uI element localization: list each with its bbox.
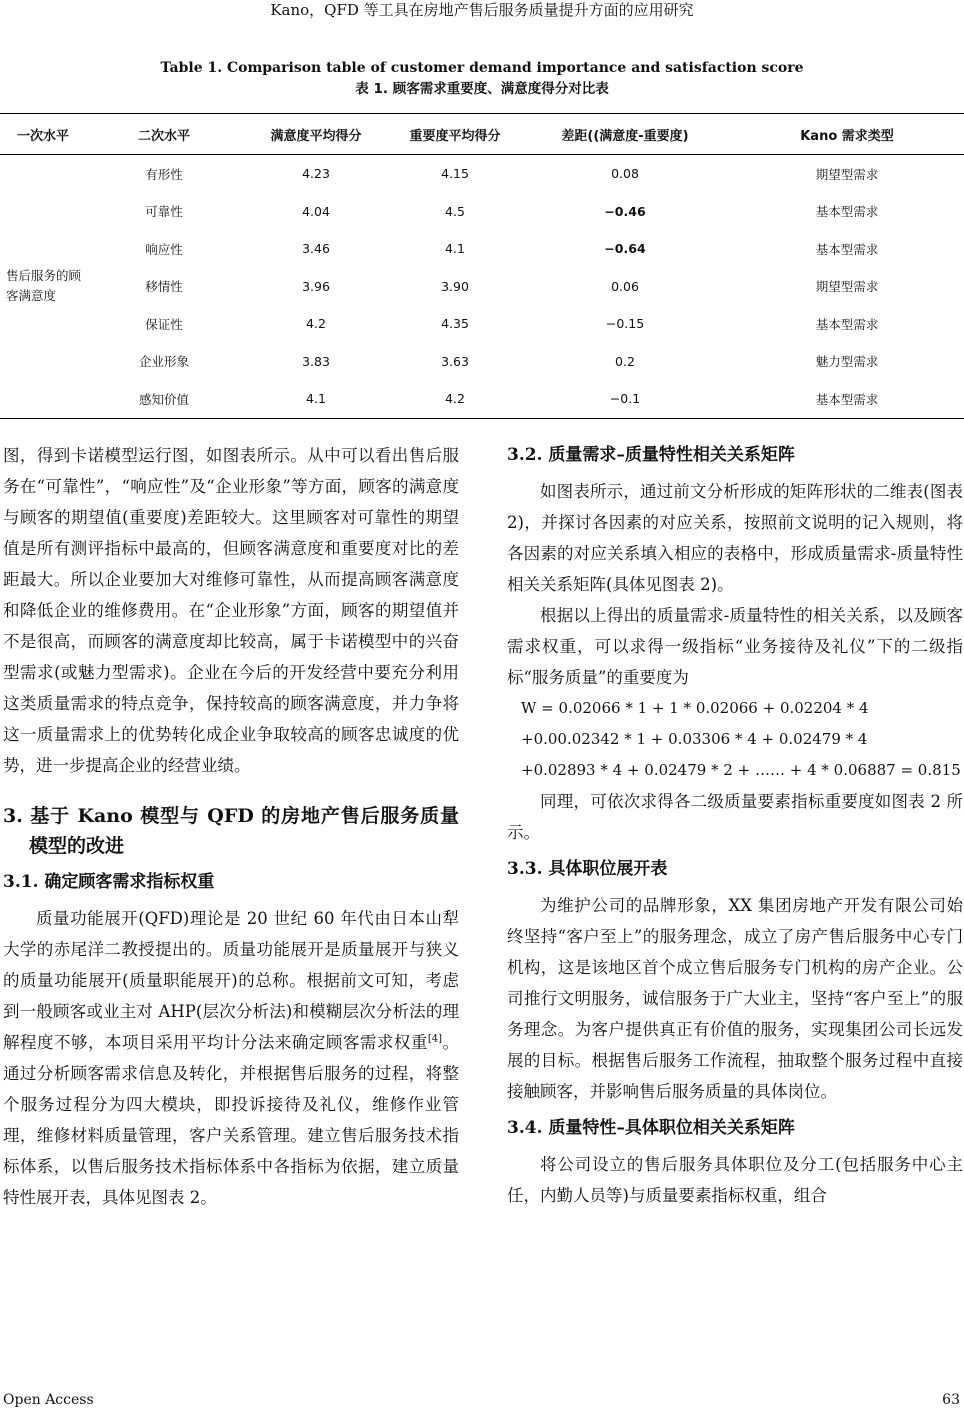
right-column	[507, 440, 963, 1211]
importance-cell: 4.5	[445, 203, 465, 219]
satisfaction-cell: 3.96	[302, 278, 330, 294]
table-caption-zh: 表 1. 顾客需求重要度、满意度得分对比表	[355, 81, 609, 97]
formula-line: +0.00.02342 * 1 + 0.03306 * 4 + 0.02479 * 4	[521, 730, 868, 748]
citation-ref: [4]	[427, 1033, 443, 1045]
kano-cell: 基本型需求	[730, 380, 964, 418]
satisfaction-cell: 3.46	[302, 241, 330, 257]
table-row	[0, 230, 964, 268]
section-heading-3-3: 3.3. 具体职位展开表	[507, 859, 668, 879]
header-gap: 差距((满意度-重要度)	[520, 114, 730, 155]
kano-cell: 基本型需求	[815, 316, 879, 332]
kano-cell: 期望型需求	[815, 279, 879, 295]
importance-cell: 4.2	[390, 380, 520, 418]
satisfaction-cell: 4.2	[306, 316, 326, 332]
header-level2: 二次水平	[86, 114, 242, 155]
satisfaction-cell: 4.04	[302, 203, 330, 219]
importance-cell: 3.63	[441, 353, 469, 369]
body-paragraph: 将公司设立的售后服务具体职位及分工(包括服务中心主任，内勤人员等)与质量要素指标权重，组合	[507, 1155, 963, 1205]
table-row	[0, 343, 964, 381]
table-row	[0, 380, 964, 418]
satisfaction-cell: 4.23	[302, 166, 330, 182]
body-paragraph	[3, 903, 459, 1213]
header-level1: 一次水平	[0, 114, 86, 155]
level2-cell: 保证性	[145, 316, 183, 332]
header-kano-type: Kano 需求类型	[730, 114, 964, 155]
table-caption	[0, 58, 964, 100]
table-caption-en: Table 1. Comparison table of customer demand importance and satisfaction score	[160, 60, 804, 76]
body-paragraph: 根据以上得出的质量需求-质量特性的相关关系，以及顾客需求权重，可以求得一级指标“业务接待及礼仪”下的二级指标“服务质量”的重要度为	[507, 606, 963, 687]
running-header: Kano，QFD 等工具在房地产售后服务质量提升方面的应用研究	[270, 1, 694, 19]
footer-open-access: Open Access	[3, 1392, 94, 1408]
section-heading-3-2: 3.2. 质量需求–质量特性相关关系矩阵	[507, 445, 795, 465]
level2-cell: 响应性	[145, 241, 183, 257]
kano-cell: 基本型需求	[815, 204, 879, 220]
importance-cell: 3.90	[441, 278, 469, 294]
kano-cell: 期望型需求	[815, 166, 879, 182]
formula-line: +0.02893 * 4 + 0.02479 * 2 + …… + 4 * 0.06887 = 0.815	[521, 761, 961, 779]
paragraph-text: 质量功能展开(QFD)理论是 20 世纪 60 年代由日本山犁大学的赤尾洋二教授提出的。质量功能展开是质量展开与狭义的质量功能展开(质量职能展开)的总称。根据前文可知，考虑到一般顾客或业主对 AHP(层次分析法)和模糊层次分析法的理解程度不够，本项目采用平均计分法来确定顾客需求权重	[3, 909, 459, 1052]
level2-cell: 企业形象	[138, 354, 189, 370]
importance-cell: 4.1	[445, 241, 465, 257]
table-row	[0, 155, 964, 193]
level2-cell: 感知价值	[86, 380, 242, 418]
left-column	[3, 440, 459, 1213]
page-number: 63	[942, 1392, 960, 1408]
gap-cell: −0.1	[520, 380, 730, 418]
section-heading-3-1: 3.1. 确定顾客需求指标权重	[3, 872, 215, 892]
gap-cell: 0.06	[611, 278, 639, 294]
section-heading-3: 3. 基于 Kano 模型与 QFD 的房地产售后服务质量模型的改进	[3, 805, 459, 857]
table-row	[0, 193, 964, 231]
satisfaction-cell: 4.1	[242, 380, 390, 418]
kano-cell: 魅力型需求	[815, 354, 879, 370]
importance-cell: 4.35	[441, 316, 469, 332]
level2-cell: 有形性	[145, 166, 183, 182]
gap-cell: −0.64	[604, 241, 646, 257]
level1-cell: 售后服务的顾客满意度	[0, 155, 86, 419]
body-paragraph: 同理，可依次求得各二级质量要素指标重要度如图表 2 所示。	[507, 792, 963, 842]
header-importance: 重要度平均得分	[390, 114, 520, 155]
gap-cell: −0.46	[604, 203, 646, 219]
satisfaction-cell: 3.83	[302, 353, 330, 369]
formula-line: W = 0.02066 * 1 + 1 * 0.02066 + 0.02204 * 4	[521, 699, 869, 717]
body-paragraph: 图，得到卡诺模型运行图，如图表所示。从中可以看出售后服务在“可靠性”，“响应性”及“企业形象”等方面，顾客的满意度与顾客的期望值(重要度)差距较大。这里顾客对可靠性的期望值是所有测评指标中最高的，但顾客满意度和重要度对比的差距最大。所以企业要加大对维修可靠性，从而提高顾客满意度和降低企业的维修费用。在“企业形象”方面，顾客的期望值并不是很高，而顾客的满意度却比较高，属于卡诺模型中的兴奋型需求(或魅力型需求)。企业在今后的开发经营中要充分利用这类质量需求的特点竞争，保持较高的顾客满意度，并力争将这一质量需求上的优势转化成企业争取较高的顾客忠诚度的优势，进一步提高企业的经营业绩。	[3, 446, 459, 775]
gap-cell: 0.08	[611, 166, 639, 182]
table-row	[0, 268, 964, 306]
table-header-row	[0, 114, 964, 155]
gap-cell: 0.2	[615, 353, 635, 369]
body-paragraph: 如图表所示，通过前文分析形成的矩阵形状的二维表(图表 2)，并探讨各因素的对应关系，按照前文说明的记入规则，将各因素的对应关系填入相应的表格中，形成质量需求-质量特性相关关系矩阵(具体见图表 2)。	[507, 482, 963, 594]
section-heading-3-4: 3.4. 质量特性–具体职位相关关系矩阵	[507, 1118, 795, 1138]
kano-cell: 基本型需求	[815, 241, 879, 257]
importance-cell: 4.15	[441, 166, 469, 182]
comparison-table	[0, 113, 964, 419]
paragraph-text: 。通过分析顾客需求信息及转化，并根据售后服务的过程，将整个服务过程分为四大模块，即投诉接待及礼仪，维修作业管理，维修材料质量管理，客户关系管理。建立售后服务技术指标体系，以售后服务技术指标体系中各指标为依据，建立质量特性展开表，具体见图表 2。	[3, 1033, 460, 1207]
table-row	[0, 305, 964, 343]
header-satisfaction: 满意度平均得分	[242, 114, 390, 155]
body-paragraph: 为维护公司的品牌形象，XX 集团房地产开发有限公司始终坚持“客户至上”的服务理念，成立了房产售后服务中心专门机构，这是该地区首个成立售后服务专门机构的房产企业。公司推行文明服务，诚信服务于广大业主，坚持“客户至上”的服务理念。为客户提供真正有价值的服务，实现集团公司长远发展的目标。根据售后服务工作流程，抽取整个服务过程中直接接触顾客，并影响售后服务质量的具体岗位。	[507, 896, 963, 1101]
gap-cell: −0.15	[605, 316, 645, 332]
level2-cell: 可靠性	[145, 204, 183, 220]
level2-cell: 移情性	[145, 279, 183, 295]
